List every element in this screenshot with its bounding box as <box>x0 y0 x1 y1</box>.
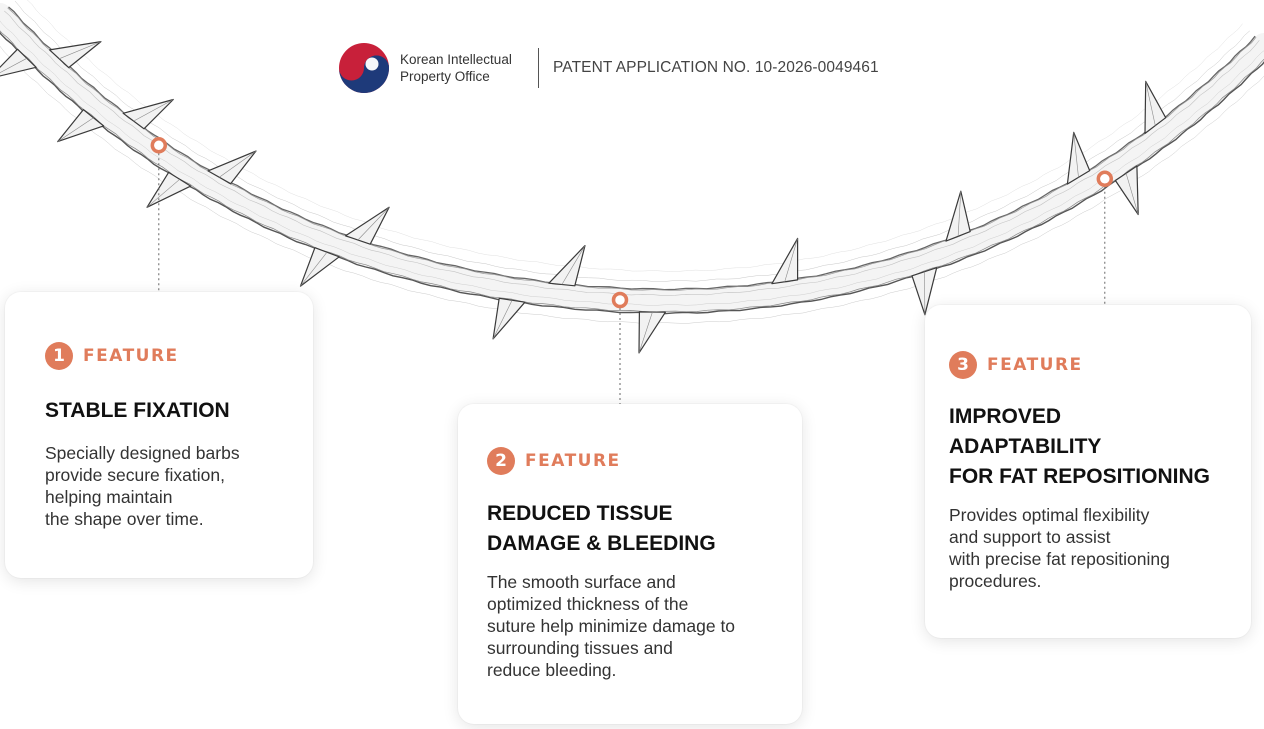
feature-description-line: the shape over time. <box>45 509 204 529</box>
feature-label: FEATURE <box>83 346 179 366</box>
feature-description-line: suture help minimize damage to <box>487 616 736 636</box>
taegeuk-logo-icon <box>338 42 390 94</box>
suture-sketch-line <box>22 0 1243 272</box>
feature-description-line: Provides optimal flexibility <box>949 505 1150 525</box>
ring-marker-icon <box>152 139 165 152</box>
feature-title-line: STABLE FIXATION <box>45 399 230 422</box>
feature-card-2 <box>458 404 802 724</box>
feature-description-line: with precise fat repositioning <box>949 549 1170 569</box>
feature-description-line: provide secure fixation, <box>45 465 225 485</box>
feature-number-badge: 1 <box>45 342 73 370</box>
suture-barb <box>549 246 585 286</box>
org-name <box>400 51 532 85</box>
feature-tag <box>487 447 621 475</box>
org-name-line2: Property Office <box>400 69 490 84</box>
feature-title-line: IMPROVED <box>949 405 1062 428</box>
feature-description-line: optimized thickness of the <box>487 594 689 614</box>
ring-marker-icon <box>614 294 627 307</box>
feature-description-line: helping maintain <box>45 487 173 507</box>
feature-number-badge: 3 <box>949 351 977 379</box>
feature-title <box>949 402 1210 492</box>
suture-barb <box>493 298 525 339</box>
feature-description-line: reduce bleeding. <box>487 660 617 680</box>
org-name-line1: Korean Intellectual <box>400 52 512 67</box>
feature-tag <box>45 342 179 370</box>
feature-title-line: FOR FAT REPOSITIONING <box>949 465 1210 488</box>
feature-description <box>45 442 240 530</box>
feature-label: FEATURE <box>987 355 1083 375</box>
feature-tag <box>949 351 1083 379</box>
feature-title <box>487 499 716 559</box>
feature-label: FEATURE <box>525 451 621 471</box>
feature-description-line: Specially designed barbs <box>45 443 240 463</box>
feature-title-line: ADAPTABILITY <box>949 435 1102 458</box>
feature-description-line: procedures. <box>949 571 1042 591</box>
feature-card-1 <box>5 292 313 578</box>
feature-title-line: DAMAGE & BLEEDING <box>487 532 716 555</box>
feature-description <box>949 504 1170 592</box>
suture-barb <box>639 312 665 353</box>
ring-marker-icon <box>1098 172 1111 185</box>
feature-description <box>487 571 735 681</box>
patent-header <box>338 42 879 94</box>
suture-barb <box>772 238 798 283</box>
feature-title-line: REDUCED TISSUE <box>487 502 673 525</box>
feature-description-line: and support to assist <box>949 527 1111 547</box>
feature-card-3 <box>925 305 1251 638</box>
patent-number: PATENT APPLICATION NO. 10-2026-0049461 <box>553 59 879 76</box>
feature-description-line: The smooth surface and <box>487 572 676 592</box>
feature-description-line: surrounding tissues and <box>487 638 673 658</box>
feature-title <box>45 396 230 426</box>
header-divider <box>538 48 539 88</box>
feature-number-badge: 2 <box>487 447 515 475</box>
